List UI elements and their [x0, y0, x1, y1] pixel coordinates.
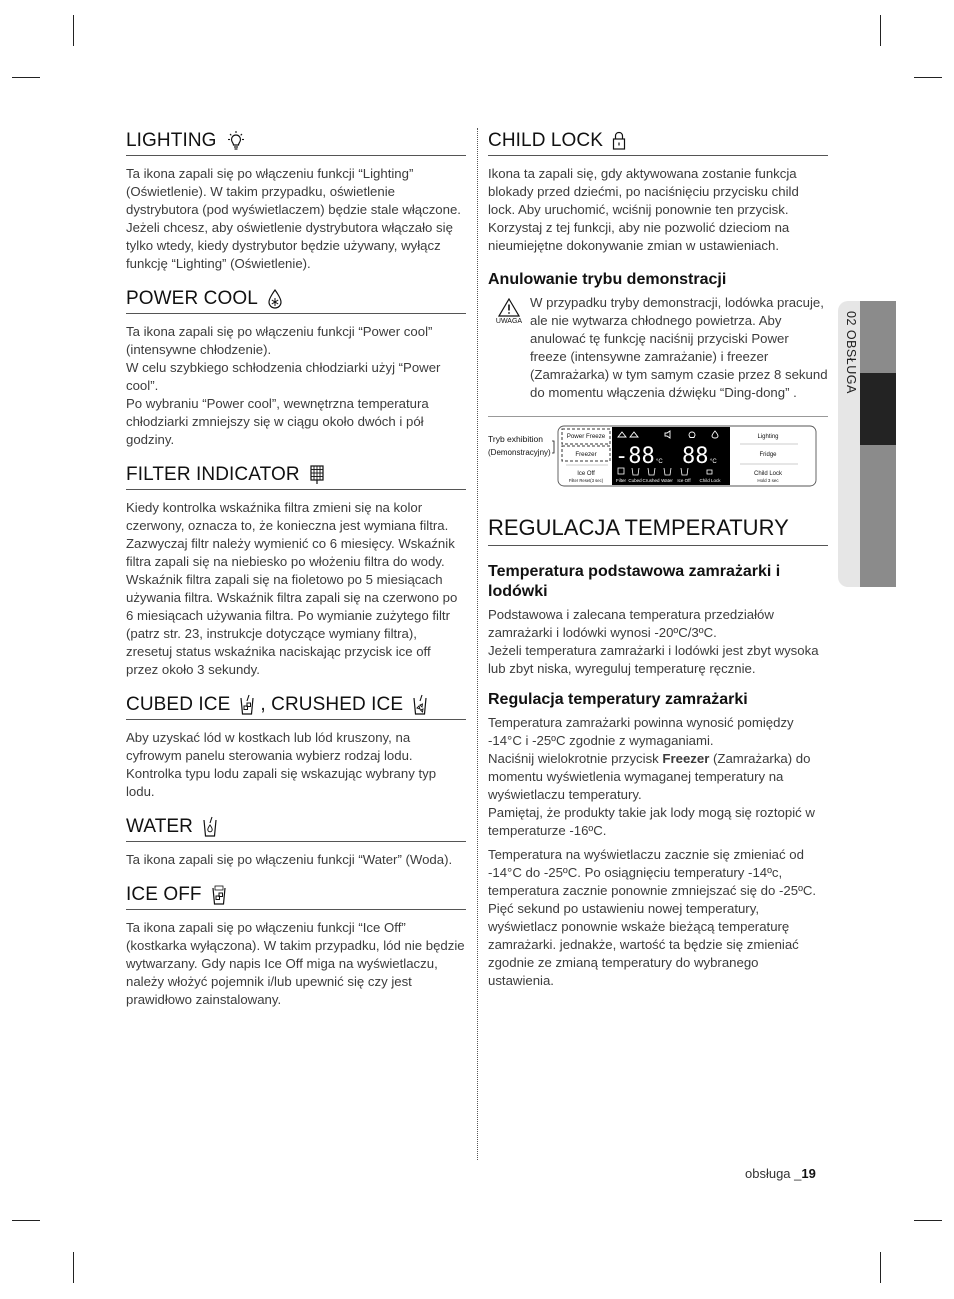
- btn-ice-off: Ice Off: [577, 471, 595, 477]
- regulation-sub2-line: Temperatura na wyświetlaczu zacznie się zmieniać od -14°C do -25ºC. Po osiągnięciu temperatury -14ºc, temperatura zacznie ponownie zmniejszać się do -25ºC.: [488, 847, 817, 898]
- regulation-sub1-title: Temperatura podstawowa zamrażarki i lodówki: [488, 563, 781, 600]
- control-panel: [552, 423, 818, 489]
- panel-caption-line: (Demonstracyjny): [488, 448, 551, 457]
- child-lock-section: [488, 130, 828, 255]
- lbl-child-lock: Child Lock: [699, 478, 721, 483]
- cubed-ice-icon: [238, 694, 256, 716]
- lbl-crushed: Crushed: [642, 478, 660, 483]
- rule: [488, 416, 828, 417]
- unit-freezer: °C: [656, 459, 663, 465]
- digits-freezer: -88: [615, 444, 655, 469]
- lighting-title: LIGHTING: [126, 130, 217, 151]
- btn-child-lock: Child Lock: [753, 471, 783, 477]
- demo-warning: [488, 294, 828, 402]
- btn-fridge: Fridge: [759, 452, 777, 458]
- power-cool-line: Po wybraniu “Power cool”, wewnętrzna temperatura chłodziarki zmniejszy się w ciągu około dwóch i pół godziny.: [126, 396, 429, 447]
- filter-icon: [308, 464, 326, 486]
- footer-label: obsługa _: [745, 1166, 802, 1181]
- btn-lighting: Lighting: [757, 434, 779, 440]
- crop-mark: [12, 77, 40, 78]
- page-footer: [745, 1166, 816, 1181]
- demo-section: [488, 270, 828, 417]
- chapter-tab-label: 02 OBSŁUGA: [844, 311, 858, 394]
- cubed-ice-title: CUBED ICE: [126, 694, 231, 715]
- child-lock-text: Ikona ta zapali się, gdy aktywowana zostanie funkcja blokady przed dziećmi, po naciśnięciu przycisku child lock. Aby uruchomić, wciśnij ponownie ten przycisk. Korzystaj z tej funkcji, aby nie pozwolić dzieciom na nieumiejętne dokonywanie zmian w ustawieniach.: [488, 166, 799, 253]
- lbl-water: Water: [661, 478, 673, 483]
- power-cool-section: [126, 288, 466, 449]
- power-cool-line: Ta ikona zapali się po włączeniu funkcji “Power cool” (intensywne chłodzenie).: [126, 324, 433, 357]
- water-text: Ta ikona zapali się po włączeniu funkcji “Water” (Woda).: [126, 852, 453, 867]
- demo-text: W przypadku tryby demonstracji, lodówka pracuje, ale nie wytwarza chłodnego powietrza. Aby anulować tę funkcję naciśnij przyciski Power freeze (intensywne zamrażanie) i freezer (Zamrażarka) w tym samym czasie przez 8 sekund do momentu włączenia dźwięku “Ding-dong” .: [530, 295, 828, 400]
- ice-off-heading: [126, 884, 466, 910]
- regulation-sub2-line: Pięć sekund po ustawieniu nowej temperatury, wyświetlacz ponownie wskaże bieżącą temperaturę zamrażarki. jednakże, wartość ta będzie się zmieniać zgodnie ze zmianą temperatury do wybranego ustawienia.: [488, 901, 799, 988]
- ice-off-title: ICE OFF: [126, 884, 202, 905]
- crop-mark: [12, 1220, 40, 1221]
- regulation-text-part: Naciśnij wielokrotnie przycisk: [488, 751, 663, 766]
- filter-heading: [126, 464, 466, 490]
- water-title: WATER: [126, 816, 193, 837]
- crop-mark: [880, 15, 881, 46]
- filter-title: FILTER INDICATOR: [126, 464, 300, 485]
- ice-off-text: Ta ikona zapali się po włączeniu funkcji “Ice Off” (kostkarka wyłączona). W takim przypadku, lód nie będzie wytwarzany. Gdy napis Ice Off miga na wyświetlaczu, należy włożyć pojemnik i/lub upewnić się czy jest prawidłowo zainstalowany.: [126, 920, 465, 1007]
- lighting-heading: [126, 130, 466, 156]
- btn-power-freeze: Power Freeze: [566, 433, 606, 440]
- warning-block: [488, 294, 530, 402]
- column-divider: [477, 128, 478, 1160]
- power-cool-title: POWER COOL: [126, 288, 258, 309]
- btn-filter-reset: Filter Reset(3 sec): [568, 478, 604, 483]
- regulation-text-part: (Zamrażarka) do momentu wyświetlenia wymaganej temperatury na wyświetlaczu temperatury.: [488, 751, 811, 802]
- warning-label: UWAGA: [495, 318, 523, 325]
- panel-caption-line: Tryb exhibition: [488, 434, 543, 444]
- power-cool-icon: [266, 288, 284, 310]
- water-icon: [201, 816, 219, 838]
- ice-off-icon: [210, 884, 228, 906]
- page-number: 19: [801, 1166, 816, 1181]
- crop-mark: [914, 1220, 942, 1221]
- child-lock-heading: [488, 130, 828, 156]
- regulation-sub2-line: [488, 750, 828, 804]
- crushed-ice-title: , CRUSHED ICE: [260, 694, 404, 715]
- crop-mark: [914, 77, 942, 78]
- regulation-sub2-title: Regulacja temperatury zamrażarki: [488, 691, 748, 708]
- digits-fridge: 88: [682, 444, 709, 469]
- panel-caption: [488, 423, 562, 459]
- lighting-section: [126, 130, 466, 273]
- regulation-sub1-line: Podstawowa i zalecana temperatura przedziałów zamrażarki i lodówki wynosi -20ºC/3ºC.: [488, 607, 774, 640]
- chapter-tab: [838, 301, 896, 587]
- crop-mark: [73, 1252, 74, 1283]
- water-heading: [126, 816, 466, 842]
- lbl-filter: Filter: [616, 478, 626, 483]
- crop-mark: [880, 1252, 881, 1283]
- regulation-sub2-line: Pamiętaj, że produkty takie jak lody mogą się roztopić w temperaturze -16ºC.: [488, 805, 815, 838]
- btn-child-lock-hold: Hold 3 sec: [757, 478, 779, 483]
- crop-mark: [73, 15, 74, 46]
- left-column: [126, 130, 466, 1024]
- chapter-tab-grey: [860, 445, 896, 587]
- lock-icon: [611, 130, 627, 152]
- right-column: [488, 130, 828, 990]
- regulation-sub2-line: Temperatura zamrażarki powinna wynosić pomiędzy -14°C i -25ºC zgodnie z wymaganiami.: [488, 715, 794, 748]
- demo-title: Anulowanie trybu demonstracji: [488, 271, 727, 288]
- ice-text: Aby uzyskać lód w kostkach lub lód kruszony, na cyfrowym panelu sterowania wybierz rodzaj lodu. Kontrolka typu lodu zapali się wskazując wybrany typ lodu.: [126, 730, 437, 799]
- regulation-section: [488, 515, 828, 990]
- filter-text: Kiedy kontrolka wskaźnika filtra zmieni się na kolor czerwony, oznacza to, że konieczna jest wymiana filtra. Zazwyczaj filtr należy wymienić co 6 miesięcy. Wskaźnik filtra zapali się na niebiesko po włożeniu filtra do wody. Wskaźnik filtra zapali się na fioletowo po 5 miesiącach używania filtra. Wskaźnik filtra zapali się na czerwono po 6 miesiącach używania filtra. Po wymianie zużytego filtr (patrz str. 23, instrukcje dotyczące wymiany filtra), zresetuj status wskaźnika naciskając przycisk ice off przez około 3 sekundy.: [126, 500, 458, 677]
- lbl-cubed: Cubed: [628, 478, 642, 483]
- control-panel-figure: [488, 423, 828, 495]
- water-section: [126, 816, 466, 869]
- ice-section: [126, 694, 466, 801]
- warning-icon: [498, 298, 520, 317]
- bulb-icon: [225, 130, 247, 152]
- ice-off-section: [126, 884, 466, 1009]
- power-cool-line: W celu szybkiego schłodzenia chłodziarki użyj “Power cool”.: [126, 360, 441, 393]
- unit-fridge: °C: [710, 459, 717, 465]
- lighting-text: Ta ikona zapali się po włączeniu funkcji “Lighting” (Oświetlenie). W takim przypadku, oświetlenie dystrybutora (pod wyświetlaczem) będzie stale włączone. Jeżeli chcesz, aby oświetlenie dystrybutora włączało się tylko wtedy, kiedy dystrybutor będzie używany, wyłącz funkcję “Lighting” (Oświetlenie).: [126, 166, 461, 271]
- btn-freezer: Freezer: [575, 451, 597, 458]
- filter-section: [126, 464, 466, 679]
- freezer-button-ref: Freezer: [662, 751, 710, 766]
- crushed-ice-icon: [411, 694, 429, 716]
- regulation-title: REGULACJA TEMPERATURY: [488, 515, 828, 546]
- lbl-ice-off: Ice Off: [677, 478, 691, 483]
- regulation-sub1-line: Jeżeli temperatura zamrażarki i lodówki jest zbyt wysoka lub zbyt niska, wyreguluj temperaturę ręcznie.: [488, 643, 819, 676]
- power-cool-heading: [126, 288, 466, 314]
- ice-heading: [126, 694, 466, 720]
- child-lock-title: CHILD LOCK: [488, 130, 604, 151]
- chapter-tab-grey-top: [860, 301, 896, 373]
- chapter-tab-active: [860, 373, 896, 445]
